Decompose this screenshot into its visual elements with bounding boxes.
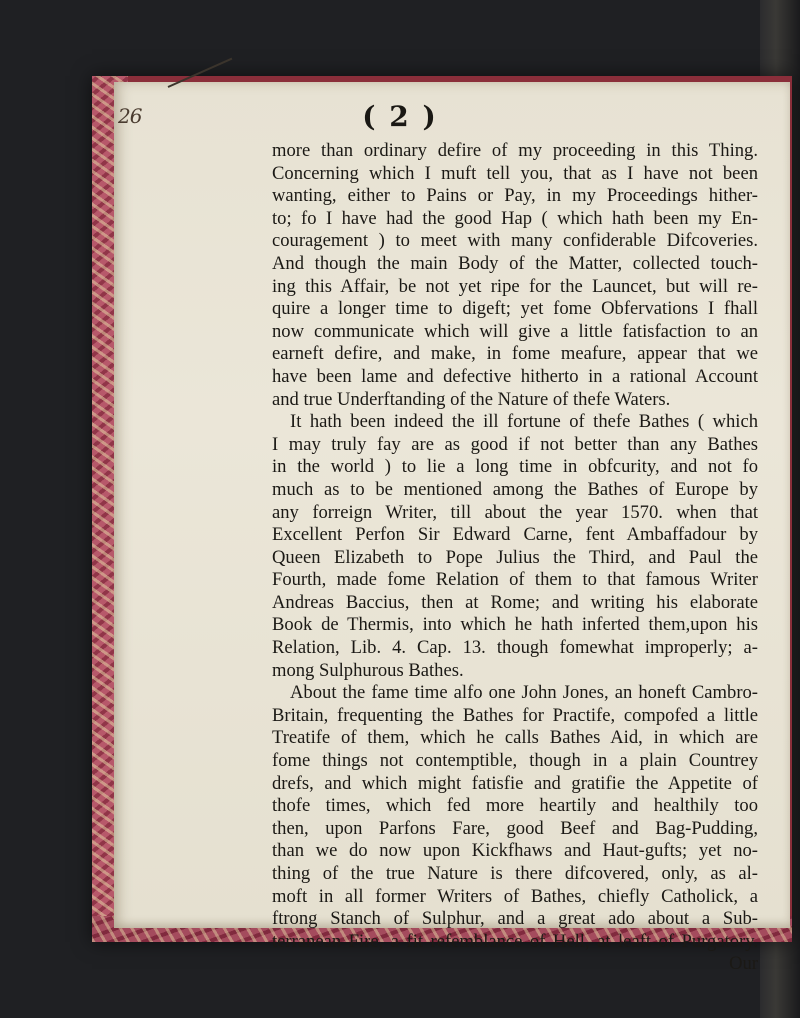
text-line: Britain, frequenting the Bathes for Practife, compofed a little xyxy=(272,704,758,726)
text-line: couragement ) to meet with many confiderable Difcoveries. xyxy=(272,230,758,252)
text-line: Treatife of them, which he calls Bathes Aid, in which are xyxy=(272,727,758,749)
text-line: quire a longer time to digeft; yet fome Obfervations I fhall xyxy=(272,298,758,320)
catchword: Our xyxy=(729,953,758,975)
text-line: drefs, and which might fatisfie and gratifie the Appetite of xyxy=(272,772,758,794)
text-line: And though the main Body of the Matter, collected touch- xyxy=(272,252,758,274)
text-line: fome things not contemptible, though in a plain Countrey xyxy=(272,750,758,772)
text-line: ftrong Stanch of Sulphur, and a great ado about a Sub- xyxy=(272,908,758,930)
margin-note: 26 xyxy=(118,104,142,128)
text-line: Queen Elizabeth to Pope Julius the Third, and Paul the xyxy=(272,546,758,568)
text-line: now communicate which will give a little fatisfaction to an xyxy=(272,320,758,342)
text-line: wanting, either to Pains or Pay, in my Proceedings hither- xyxy=(272,185,758,207)
text-line: I may truly fay are as good if not better than any Bathes xyxy=(272,433,758,455)
text-line: earneft defire, and make, in fome meafure, appear that we xyxy=(272,343,758,365)
text-line: any forreign Writer, till about the year 1570. when that xyxy=(272,501,758,523)
text-line: It hath been indeed the ill fortune of thefe Bathes ( which xyxy=(290,411,758,433)
text-line: mong Sulphurous Bathes. xyxy=(272,659,464,681)
text-line: in the world ) to lie a long time in obfcurity, and not fo xyxy=(272,456,758,478)
text-line: terranean Fire, a fit refemblance of Hell, at leaft of Purgatory. xyxy=(272,930,758,952)
text-line: much as to be mentioned among the Bathes of Europe by xyxy=(272,478,758,500)
text-line: than we do now upon Kickfhaws and Haut-gufts; yet no- xyxy=(272,840,758,862)
text-line: Excellent Perfon Sir Edward Carne, fent Ambaffadour by xyxy=(272,524,758,546)
page-number: ( 2 ) xyxy=(362,100,438,133)
text-line: thing of the true Nature is there difcovered, only, as al- xyxy=(272,863,758,884)
text-line: Andreas Baccius, then at Rome; and writing his elaborate xyxy=(272,591,758,613)
text-line: moft in all former Writers of Bathes, chiefly Catholick, a xyxy=(272,885,758,907)
text-line: then, upon Parfons Fare, good Beef and Bag-Pudding, xyxy=(272,817,758,839)
text-line: to; fo I have had the good Hap ( which hath been my En- xyxy=(272,207,758,229)
text-line: Concerning which I muft tell you, that as I have not been xyxy=(272,162,758,184)
text-line: Relation, Lib. 4. Cap. 13. though fomewhat improperly; a- xyxy=(272,637,758,659)
text-line: Fourth, made fome Relation of them to that famous Writer xyxy=(272,569,758,591)
page-body xyxy=(272,140,758,976)
text-line: ing this Affair, be not yet ripe for the Launcet, but will re- xyxy=(272,275,758,297)
text-line: thofe times, which fed more heartily and healthily too xyxy=(272,795,758,817)
text-line: Book de Thermis, into which he hath inferted them,upon his xyxy=(272,614,758,636)
text-line: more than ordinary defire of my proceeding in this Thing. xyxy=(272,140,758,161)
text-line: have been lame and defective hitherto in a rational Account xyxy=(272,365,758,387)
text-line: About the fame time alfo one John Jones, an honeft Cambro- xyxy=(290,682,758,704)
text-line: and true Underftanding of the Nature of thefe Waters. xyxy=(272,388,671,410)
